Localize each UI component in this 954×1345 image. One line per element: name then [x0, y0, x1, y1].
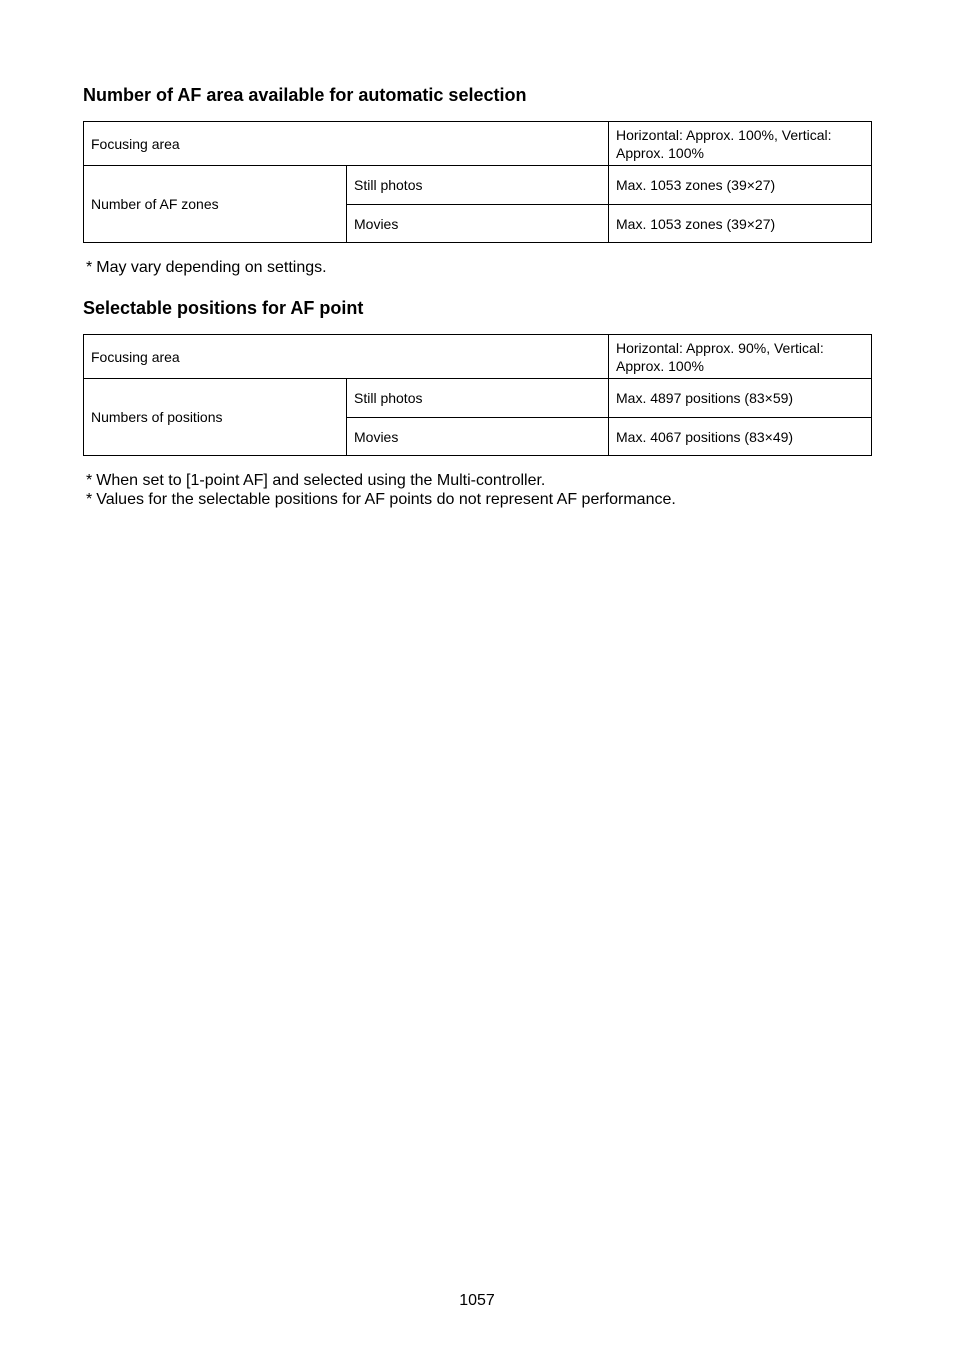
- section-title-af-point: Selectable positions for AF point: [83, 298, 364, 318]
- footnote-marker: *: [86, 259, 93, 276]
- table-row: [84, 379, 872, 418]
- value-still-photos: Max. 1053 zones (39×27): [609, 166, 872, 205]
- footnote-marker: *: [86, 472, 93, 489]
- value-movies: Max. 1053 zones (39×27): [609, 205, 872, 243]
- section-title-af-area: Number of AF area available for automatic selection: [83, 85, 527, 105]
- footnote: [86, 471, 676, 490]
- focusing-area-label: Focusing area: [84, 122, 609, 166]
- focusing-area-value: Horizontal: Approx. 100%, Vertical: Approx. 100%: [609, 122, 872, 166]
- footnotes: [86, 258, 327, 277]
- positions-label: Numbers of positions: [84, 379, 347, 456]
- table-row: [84, 335, 872, 379]
- value-movies: Max. 4067 positions (83×49): [609, 418, 872, 456]
- mode-movies: Movies: [347, 205, 609, 243]
- page-number: 1057: [459, 1292, 495, 1309]
- mode-still-photos: Still photos: [347, 379, 609, 418]
- footnotes: [86, 471, 676, 509]
- mode-movies: Movies: [347, 418, 609, 456]
- footnote-marker: *: [86, 491, 93, 508]
- table-row: [84, 166, 872, 205]
- af-area-table: [83, 121, 872, 243]
- footnote: [86, 258, 327, 277]
- footnote: [86, 490, 676, 509]
- focusing-area-label: Focusing area: [84, 335, 609, 379]
- af-point-table: [83, 334, 872, 456]
- footnote-text: When set to [1-point AF] and selected using the Multi-controller.: [96, 472, 546, 489]
- focusing-area-value: Horizontal: Approx. 90%, Vertical: Approx. 100%: [609, 335, 872, 379]
- af-zones-label: Number of AF zones: [84, 166, 347, 243]
- table-row: [84, 122, 872, 166]
- footnote-text: May vary depending on settings.: [96, 259, 327, 276]
- footnote-text: Values for the selectable positions for AF points do not represent AF performance.: [96, 491, 676, 508]
- mode-still-photos: Still photos: [347, 166, 609, 205]
- value-still-photos: Max. 4897 positions (83×59): [609, 379, 872, 418]
